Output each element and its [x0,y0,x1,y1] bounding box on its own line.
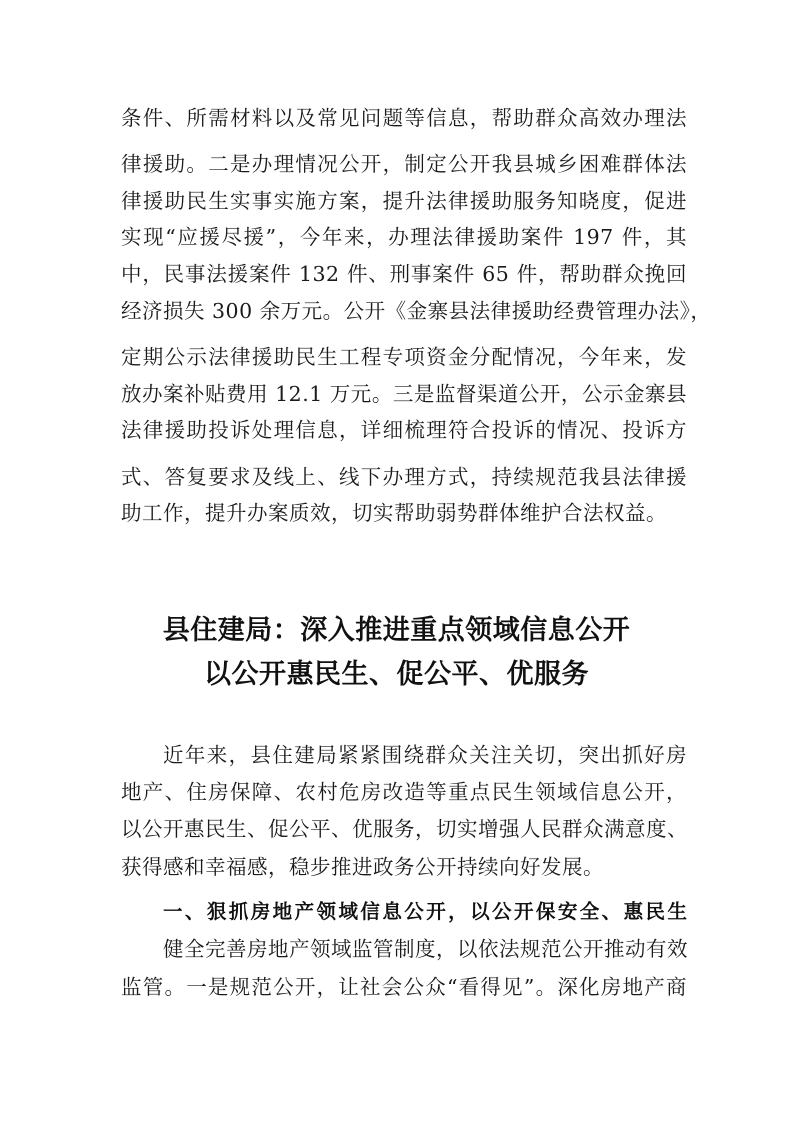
paragraph-line: 条件、所需材料以及常见问题等信息，帮助群众高效办理法 [121,106,687,130]
paragraph-line: 健全完善房地产领域监管制度，以依法规范公开推动有效 [163,937,688,961]
paragraph-line: 经济损失 300 余万元。公开《金寨县法律援助经费管理办法》， [121,299,712,323]
paragraph-line: 放办案补贴费用 12.1 万元。三是监督渠道公开，公示金寨县 [121,382,687,406]
article-title-line-2: 以公开惠民生、促公平、优服务 [204,659,589,690]
paragraph-line: 地产、住房保障、农村危房改造等重点民生领域信息公开， [121,780,687,804]
paragraph-line: 律援助。二是办理情况公开，制定公开我县城乡困难群体法 [121,152,687,176]
paragraph-line: 近年来，县住建局紧紧围绕群众关注关切，突出抓好房 [163,743,687,767]
paragraph-line: 实现“应援尽援”，今年来，办理法律援助案件 197 件，其 [121,225,687,249]
paragraph-line: 助工作，提升办案质效，切实帮助弱势群体维护合法权益。 [121,501,667,525]
paragraph-line: 监管。一是规范公开，让社会公众“看得见”。深化房地产商 [121,975,687,999]
article-title-line-1: 县住建局：深入推进重点领域信息公开 [162,615,631,646]
paragraph-line: 定期公示法律援助民生工程专项资金分配情况，今年来，发 [121,345,687,369]
paragraph-line: 以公开惠民生、促公平、优服务，切实增强人民群众满意度、 [121,817,688,841]
paragraph-line: 法律援助投诉处理信息，详细梳理符合投诉的情况、投诉方 [121,418,687,442]
paragraph-line: 式、答复要求及线上、线下办理方式，持续规范我县法律援 [121,465,687,489]
paragraph-line: 中，民事法援案件 132 件、刑事案件 65 件，帮助群众挽回 [121,262,687,286]
paragraph-line: 律援助民生实事实施方案，提升法律援助服务知晓度，促进 [121,189,687,213]
paragraph-line: 获得感和幸福感，稳步推进政务公开持续向好发展。 [121,855,604,879]
section-heading: 一、狠抓房地产领域信息公开，以公开保安全、惠民生 [163,900,687,923]
